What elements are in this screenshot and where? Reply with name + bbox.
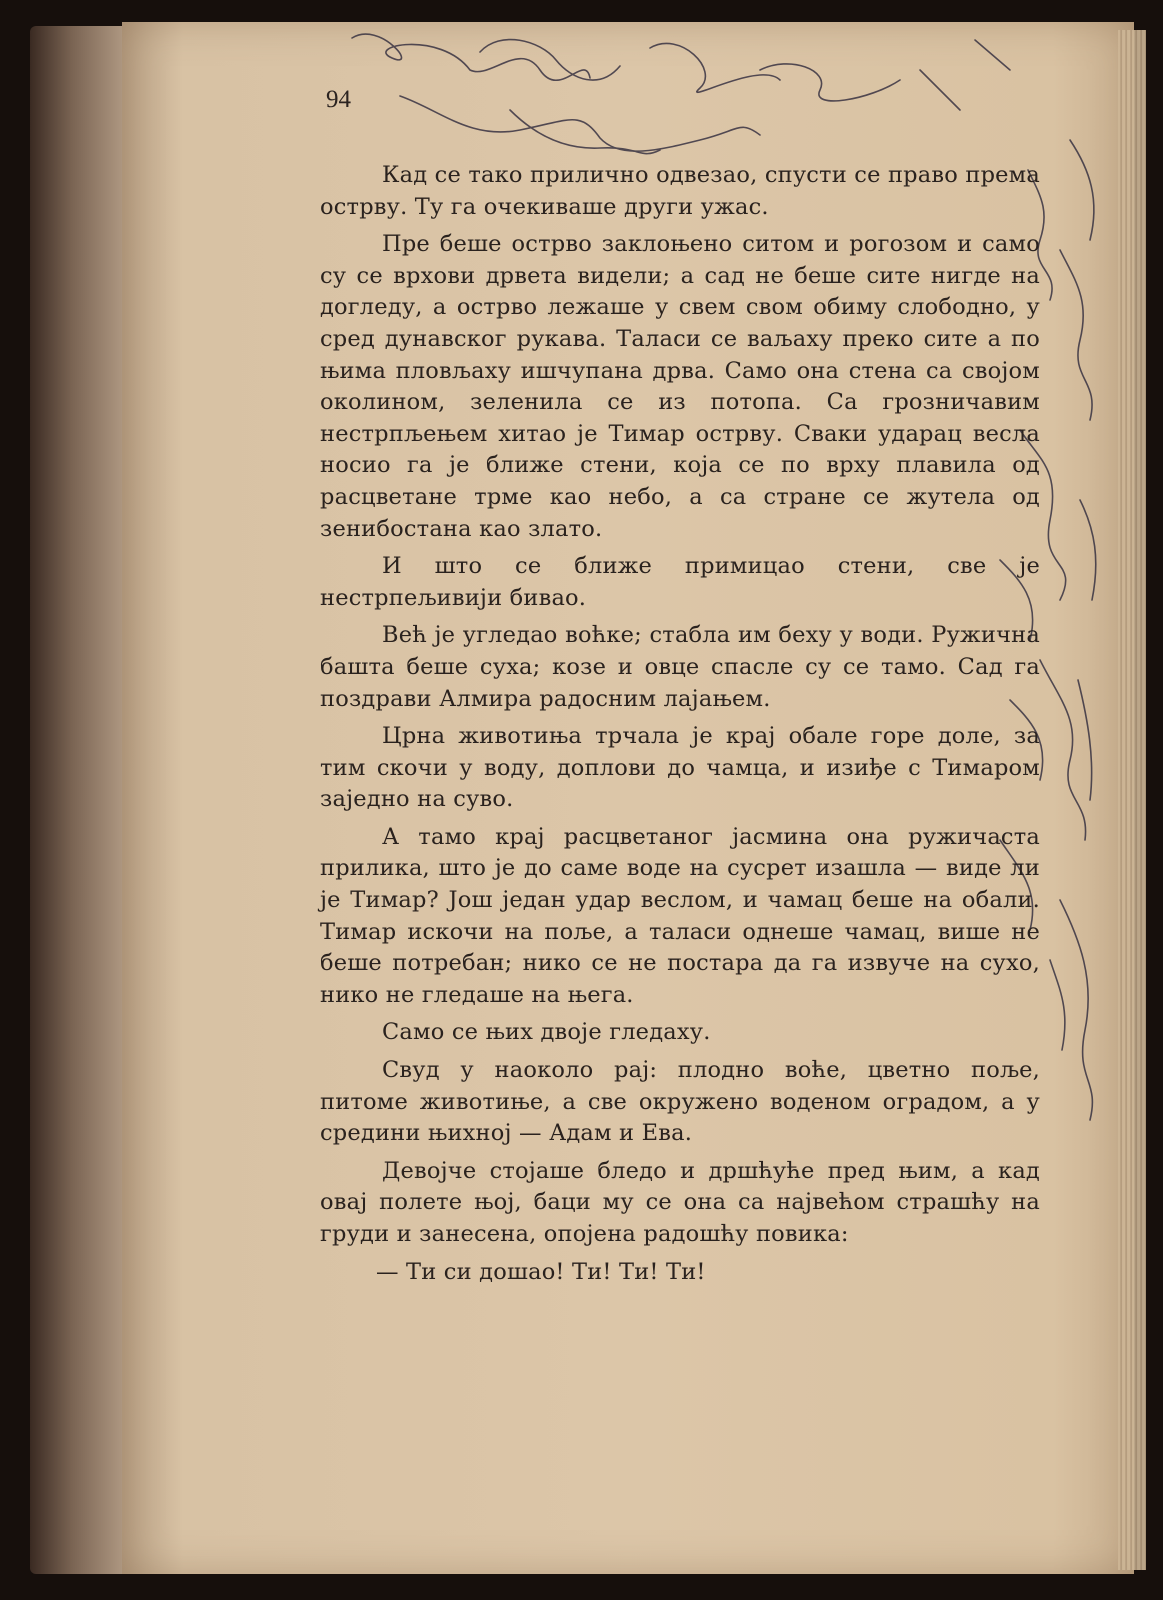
paragraph: Кад се тако прилично одвезао, спусти се право према острву. Ту га очекиваше други ужас. xyxy=(320,162,1040,220)
paragraph: Само се њих двоје гледаху. xyxy=(382,1019,711,1046)
page-number: 94 xyxy=(326,86,351,113)
dialogue-line: — Ти си дошао! Ти! Ти! Ти! xyxy=(376,1258,706,1285)
page-text-block xyxy=(320,160,1040,1294)
paragraph: Црна животиња трчала је крај обале горе доле, за тим скочи у воду, доплови до чамца, и изиђе с Тимаром заједно на суво. xyxy=(320,723,1040,813)
paragraph: Девојче стојаше бледо и дршћуће пред њим, а кад овај полете њој, баци му се она са највећом страшћу на груди и занесена, опојена радошћу повика: xyxy=(320,1157,1040,1247)
paragraph: Већ је угледао воћке; стабла им беху у води. Ружична башта беше суха; козе и овце спасле су се тамо. Сад га поздрави Алмира радосним лајањем. xyxy=(320,622,1040,712)
paragraph: Свуд у наоколо рај: плодно воће, цветно поље, питоме животиње, а све окружено воденом оградом, а у средини њихној — Адам и Ева. xyxy=(320,1057,1040,1147)
page-edges xyxy=(1118,30,1146,1570)
paragraph: И што се ближе примицао стени, све је нестрпељивији бивао. xyxy=(320,553,1040,611)
paragraph: Пре беше острво заклоњено ситом и рогозом и само су се врхови дрвета видели; а сад не беше сите нигде на догледу, а острво лежаше у свем свом обиму слободно, у сред дунавског рукава. Таласи се ваљаху преко сите а по њима пловљаху ишчупана дрва. Само она стена са својом околином, зеленила се из потопа. Са грозничавим нестрпљењем хитао је Тимар острву. Сваки ударац весла носио га је ближе стени, која се по врху плавила од расцветане трме као небо, а са стране се жутела од зенибостана као злато. xyxy=(320,231,1040,542)
paragraph: А тамо крај расцветаног јасмина она ружичаста прилика, што је до саме воде на сусрет изашла — виде ли је Тимар? Још један удар веслом, и чамац беше на обали. Тимар искочи на поље, а таласи однеше чамац, више не беше потребан; нико се не постара да га извуче на сухо, нико не гледаше на њега. xyxy=(320,823,1040,1008)
